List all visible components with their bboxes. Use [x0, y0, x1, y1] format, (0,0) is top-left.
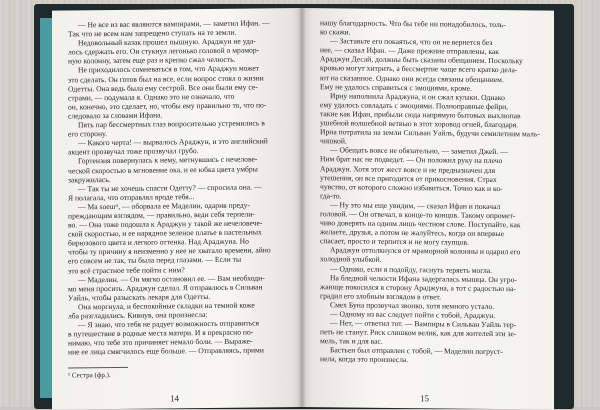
text-line: страми, — подумала я. Однако это не означало, что [68, 91, 235, 103]
text-line: нела, когда это произнесла. [320, 354, 409, 365]
text-line: его совсем не так, ты была перед глазами. — Если ты [68, 255, 242, 266]
text-line: спасает, просто и терпится и не могу глупцов. [320, 236, 469, 247]
text-line: Недовольный казак прошел пышную. Араджун не уда- [78, 36, 256, 48]
text-line: — Я знаю, что тебя не радует возможность отправиться [78, 318, 260, 330]
text-line: лось сдержать его. Он стукнул легонько головой о мрамор- [68, 45, 260, 57]
text-line: это всё страстное тебе пойти с ним? [68, 264, 185, 275]
text-line: следовало за словами Ифана. [68, 110, 163, 121]
text-line: ушебной волшебной ветвью в этот хоровод огней, благодаря. [320, 118, 519, 130]
text-line: петь не станут. Риск слишком велик, как для жителей эти зе- [320, 327, 517, 339]
text-line: мель, так и для вас. [320, 336, 383, 347]
text-line: мо меня просить. Араджун сделал. Я отправлюсь в Сильван [68, 282, 263, 294]
text-line: Я полагала, что отправлял вроде тебя... [68, 191, 195, 203]
text-line: Ирну наполнила Араджуна, и он сжал кулаки. Однако [330, 91, 505, 102]
text-line: ние ее лица смягчилось еще больше. — Отправляясь, прими [68, 345, 264, 357]
right-page [302, 8, 554, 410]
text-line: такие как Ифан, прибыли сюда напрямую бытовых выхлюпав [320, 109, 521, 121]
text-line: Так что не всем нам запрещено ступать на те земли. [68, 27, 237, 39]
text-line: — Заставьте его покаяться, что он не вернется без [330, 36, 493, 48]
text-line: головой. — Он отвечал, в конце-то концов. Такому опромет- [320, 209, 516, 221]
text-line: Смех Буна прозвучал звонко, хотя немного устало. [330, 300, 495, 311]
text-line: ную колонну, затем еще раз и крепко сжал челюсть. [68, 55, 236, 66]
text-line: бирюзового цвета и легкого оттенка. Над Араджуна. Но [68, 236, 249, 248]
text-line: чиво доверять на одном лишь честном слове. Поступайте, как [320, 218, 521, 230]
text-line: нимаю, что тебе это причиняет немало боли. — Выраже- [68, 336, 253, 348]
text-line: — Обещать вовсе не обязательно, — заметил Джей. — [330, 145, 508, 157]
right-page-text [320, 18, 542, 366]
text-line: — Однако, если я подойду, гаснуть теряеть могла. [330, 263, 493, 275]
text-line: в путешествие в родные места матери. И я прекрасно по- [68, 327, 254, 339]
text-line: — Какого черта! — вырвалось Араджун, и это английский [78, 136, 268, 148]
text-line: Пять пар бессмертных глаз вопросительно устремились в [78, 118, 265, 130]
text-line: нее, — сказал Ифан. — Даже прежние отправлены, как [320, 45, 499, 57]
text-line: нашу благодарность. Что бы тебе ни понадобилось, толь- [320, 18, 506, 30]
text-line: лба разгладились. Кивнув, она произнесла: [68, 309, 208, 321]
text-line: — Нет, — ответил тот. — Вампиры в Сильван Уайль тер- [330, 318, 517, 330]
left-page-number: 14 [170, 393, 179, 404]
text-line: Араджун. Хотя этот жест вовсе и не предназначен для [320, 163, 496, 175]
text-line: ют на сказанное. Однако они всегда связаны обещанием. [320, 72, 504, 84]
footnote: ¹ Сестра (фр.). [68, 371, 111, 380]
text-line: — Ма soeur¹, — оборвала ее Маделин, одарив преду- [78, 200, 250, 212]
text-line: Гортензия повернулась к нему, метнувшись с нечелове- [78, 154, 258, 166]
text-line: — Так ты не хочешь спасти Одетту? — спросила она. — [78, 182, 262, 194]
book-gutter [298, 8, 306, 407]
text-line: Не приходилось сомневаться в том, что Араджун может [78, 63, 260, 75]
right-page-number: 15 [420, 393, 429, 404]
text-line: во. — Она тоже подошла к Араджун у такой же нечеловече- [68, 218, 263, 230]
text-line: Ирна потратила на земли Сильван Уайль, будучи семилетним маль- [320, 127, 540, 139]
text-line: ко скажи. [320, 27, 351, 37]
text-line: акцент прозвучал тоже прозвучал грубо. [68, 146, 199, 157]
text-line: он, конечно, это сделает, но, чтобы ему правильно то, что по- [68, 100, 267, 112]
text-line: градил его злобным взглядом в ответ. [320, 291, 442, 302]
text-line: чувство, от которого сложно избавиться. Точно как и ко- [320, 181, 503, 193]
text-line: преждающим взглядом, — правильно, веди себя терпели- [68, 209, 255, 221]
text-line: Бастьен был отправлен с тобой, — Маделин погруст- [330, 345, 503, 357]
text-line: Ему не удалось справиться с эмоциями, кроме. [320, 81, 472, 93]
text-line: — Ну это мы еще увидим, — сказал Ифан и покачал [330, 200, 501, 211]
text-line: чишкой. [320, 136, 347, 146]
text-line: гда-то. [320, 190, 342, 201]
text-line: Ним брат нас не подведет. — Он положил руку на плечо [320, 154, 503, 166]
text-line: ской скоростью, и ее нарядное зеленое платье в пастельных [68, 227, 262, 239]
text-line: желаете, друзья, а потом не жалуйтесь, когда он впервые [320, 227, 505, 239]
text-line: утешения, он все пригодится от прикосновения. Страх [320, 172, 497, 184]
text-line: кровью могут хитрить, а бессмертие чаще всего кратко дела- [320, 63, 518, 75]
text-line: его сторону. [68, 129, 107, 139]
left-page [52, 8, 302, 410]
footnote-rule [68, 367, 128, 369]
text-line: — Одному из вас следует пойти с тобой, Араджун. [330, 309, 496, 321]
text-line: это сделать. Он готов был на все, если вопрос стоял о жизни [68, 72, 264, 85]
text-line: закружилась. [68, 174, 111, 185]
text-line: жающе покосился в сторону Араджуна, а тот с радостью на- [320, 281, 516, 293]
text-line: На бледной челюсти Ифана задергалась мышца. Он угро- [330, 272, 517, 284]
text-line: Араджун оттолкнулся от мраморной колонны и одарил его [330, 245, 521, 257]
text-line: — Маделин. — Он мягко остановил ее. — Вам необходи- [78, 273, 265, 284]
text-line: Уайль, чтобы разыскать лекаря для Одетты. [68, 291, 211, 303]
text-line: Одетты. Она ведь была ему сестрой. Все они были ему се- [68, 82, 258, 94]
text-line: — Не все из вас являются вампирами, — заметил Ифан. — [78, 18, 270, 30]
left-page-text [68, 18, 290, 357]
text-line: ему удалось совладать с эмоциями. Полноправные фейри, [320, 100, 509, 112]
text-line: холодной улыбкой. [320, 254, 382, 265]
text-line: чтобы ту причину я неизменно у нее не хватало времени, айно [68, 245, 271, 257]
text-line: ческой скоростью в мгновение ока, и ее юбка цвета умбры [68, 163, 258, 175]
text-line: Араджун Десай, должны быть сказаны обещанием. Поскольку [320, 54, 523, 66]
text-line: Она моргнула, и беспокойные складки на темной коже [78, 300, 255, 312]
